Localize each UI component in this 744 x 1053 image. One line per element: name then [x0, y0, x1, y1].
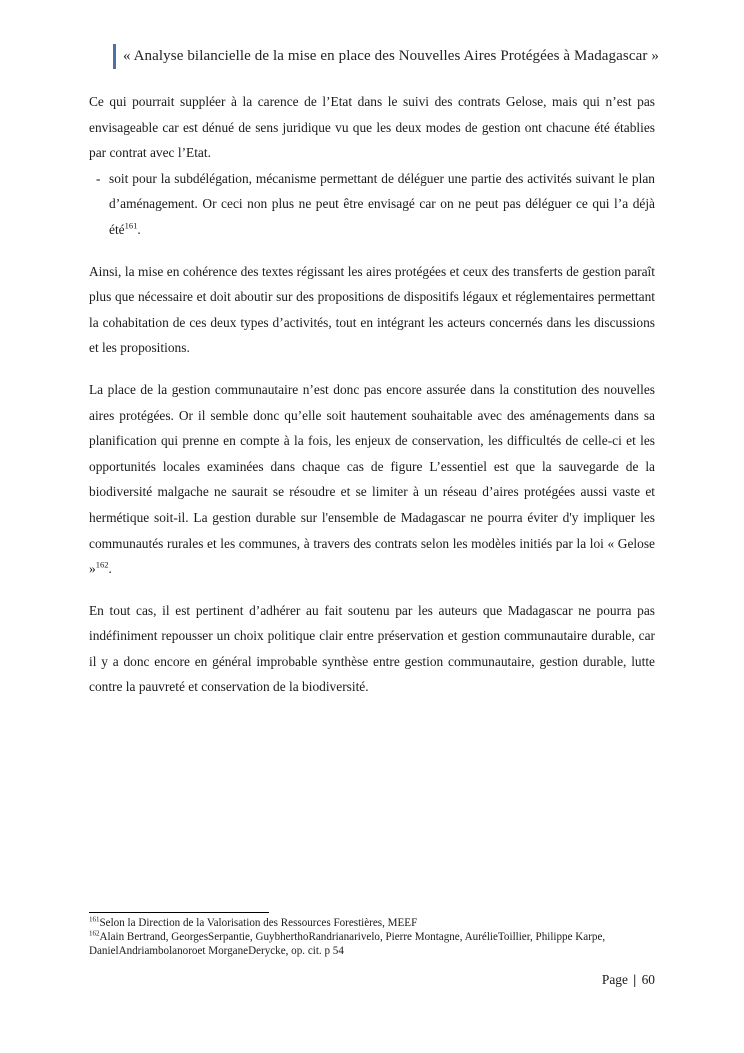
footnote-number: 162: [89, 929, 100, 938]
bullet-text: soit pour la subdélégation, mécanisme permettant de déléguer une partie des activités suivant le plan d’aménagement. Or ceci non plus ne peut être envisagé car on ne peut pas déléguer ce qui l’a déjà été: [109, 170, 655, 237]
running-header: [113, 44, 659, 69]
footnote-number: 161: [89, 915, 100, 924]
paragraph-4: En tout cas, il est pertinent d’adhérer au fait soutenu par les auteurs que Madagascar ne pourra pas indéfiniment repousser un choix politique clair entre préservation et gestion communautaire durable, car il y a donc encore en général improbable synthèse entre gestion communautaire, gestion durable, lutte contre la pauvreté et conservation de la biodiversité.: [89, 602, 655, 695]
header-title: « Analyse bilancielle de la mise en place des Nouvelles Aires Protégées à Madagascar »: [123, 48, 659, 64]
footnote-ref-161[interactable]: 161: [124, 220, 138, 231]
page-separator: |: [633, 972, 637, 987]
page-number-value: 60: [641, 972, 655, 987]
page-number: [602, 972, 655, 988]
document-body: [89, 89, 655, 700]
page-label: Page: [601, 972, 628, 987]
footnote-161: [89, 916, 655, 930]
footnote-text: Selon la Direction de la Valorisation des Ressources Forestières, MEEF: [99, 917, 418, 929]
paragraph-1: Ce qui pourrait suppléer à la carence de l’Etat dans le suivi des contrats Gelose, mais qui n’est pas envisageable car est dénué de sens juridique vu que les deux modes de gestion ont chacune été établies par contrat avec l’Etat.: [89, 94, 655, 161]
bullet-tail: .: [137, 221, 141, 237]
paragraph-3-text: La place de la gestion communautaire n’est donc pas encore assurée dans la constitution des nouvelles aires protégées. Or il semble donc qu’elle soit hautement souhaitable avec des aménagements dans sa planification qui prenne en compte à la fois, les enjeux de conservation, les difficultés de celle-ci et les opportunités locales examinées dans chaque cas de figure L’essentiel est que la sauvegarde de la biodiversité malgache ne saurait se résoudre et se limiter à un réseau d’aires protégées aussi vaste et hermétique soit-il. La gestion durable sur l'ensemble de Madagascar ne pourra éviter d'y impliquer les communautés rurales et les communes, à travers des contrats selon les modèles initiés par la loi « Gelose »: [89, 381, 655, 577]
bullet-dash: -: [96, 170, 101, 186]
paragraph-2: Ainsi, la mise en cohérence des textes régissant les aires protégées et ceux des transferts de gestion paraît plus que nécessaire et doit aboutir sur des propositions de dispositifs légaux et réglementaires permettant la cohabitation de ces deux types d’activités, tout en intégrant les acteurs concernés dans les discussions et les propositions.: [89, 263, 655, 356]
header-accent-bar: [113, 44, 116, 69]
footnote-162: [89, 930, 655, 958]
footnote-ref-162[interactable]: 162: [95, 559, 109, 570]
paragraph-3-tail: .: [108, 561, 112, 577]
footnote-separator: [89, 912, 269, 913]
footnote-text: Alain Bertrand, GeorgesSerpantie, GuybherthoRandrianarivelo, Pierre Montagne, AurélieToillier, Philippe Karpe, DanielAndriambolanoroet MorganeDerycke, op. cit. p 54: [89, 931, 606, 958]
paragraph-3: [89, 377, 655, 582]
bullet-item: [89, 166, 655, 243]
footnotes: [89, 916, 655, 959]
